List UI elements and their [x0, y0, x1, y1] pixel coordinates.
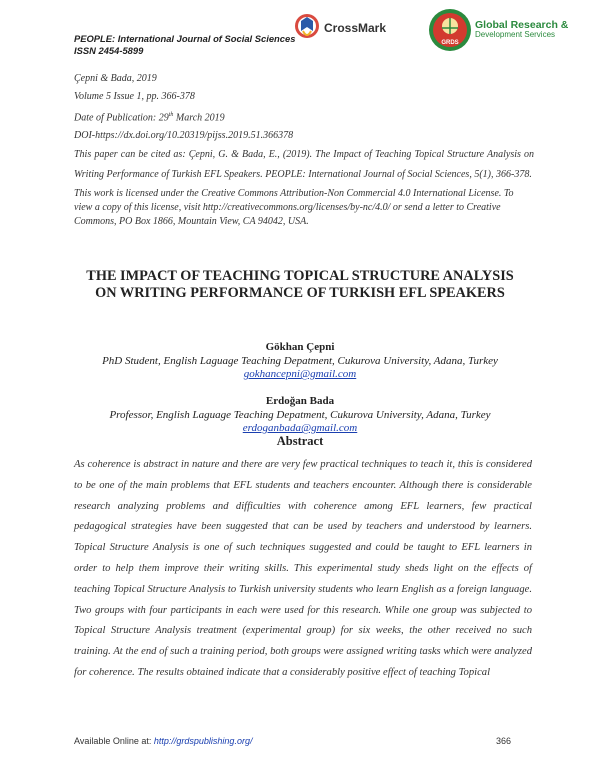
author-email-link[interactable]: gokhancepni@gmail.com: [243, 368, 357, 380]
journal-name: PEOPLE: International Journal of Social Sciences: [74, 33, 296, 44]
publication-date: Date of Publication: 29th March 2019: [74, 112, 225, 124]
svg-text:GRDS: GRDS: [441, 40, 459, 46]
publisher-logo: [428, 8, 568, 52]
article-meta: [74, 70, 534, 229]
author-affiliation: PhD Student, English Laguage Teaching Depatment, Cukurova University, Adana, Turkey: [102, 355, 498, 367]
publisher-subtitle: Development Services: [475, 30, 556, 39]
authors-year: Çepni & Bada, 2019: [74, 73, 157, 84]
abstract-text: As coherence is abstract in nature and there are very few practical techniques to teach it, this is considered to be one of the main problems that EFL students and teachers encounter. Although there is considerable research analyzing problems and difficulties with coherence among EFL learners, few practical pedagogical strategies have been suggested that can be used by teachers and understood by learners. Topical Structure Analysis is one of such techniques suggested and could be taught to EFL learners in order to help them improve their writing skills. This experimental study sheds light on the effects of teaching Topical Structure Analysis to Turkish university students who learn English as a foreign language. Two groups with four participants in each were used for this research. While one group was subjected to Topical Structure Analysis treatment (experimental group) for six weeks, the other received no such training. At the end of such a training period, both groups were assigned writing tasks which were analyzed for coherence. The results obtained indicate that a considerably positive effect of teaching Topical: [74, 459, 532, 678]
author-block: [74, 340, 526, 381]
volume-info: Volume 5 Issue 1, pp. 366-378: [74, 91, 195, 102]
crossmark-label: CrossMark: [324, 21, 387, 35]
journal-issn: ISSN 2454-5899: [74, 45, 144, 56]
paper-title: THE IMPACT OF TEACHING TOPICAL STRUCTURE ANALYSIS ON WRITING PERFORMANCE OF TURKISH EFL SPEAKERS: [86, 268, 514, 301]
doi[interactable]: DOI-https://dx.doi.org/10.20319/pijss.2019.51.366378: [74, 130, 294, 142]
author-block: [74, 394, 526, 435]
author-name: Erdoğan Bada: [265, 395, 335, 407]
grds-seal-icon: [428, 8, 472, 52]
journal-header: [74, 33, 295, 57]
footer-label: Available Online at:: [74, 736, 154, 746]
license-text: This work is licensed under the Creative Commons Attribution-Non Commercial 4.0 International License. To view a copy of this license, visit http://creativecommons.org/licenses/by-nc/4.0/ or send a letter to Creative Commons, PO Box 1866, Mountain View, CA 94042, USA.: [74, 188, 514, 228]
abstract-heading: Abstract: [276, 434, 324, 448]
author-email-link[interactable]: erdoganbada@gmail.com: [242, 422, 358, 434]
footer-availability: [74, 736, 252, 746]
publisher-title: Global Research &: [475, 19, 569, 31]
author-name: Gökhan Çepni: [265, 341, 335, 353]
crossmark-badge[interactable]: [294, 13, 386, 43]
author-affiliation: Professor, English Laguage Teaching Depatment, Cukurova University, Adana, Turkey: [109, 409, 491, 421]
footer-url-link[interactable]: http://grdspublishing.org/: [153, 736, 253, 746]
page-number: 366: [496, 736, 512, 746]
crossmark-icon: [294, 13, 320, 43]
citation-text: This paper can be cited as: Çepni, G. & Bada, E., (2019). The Impact of Teaching Topical Structure Analysis on Writing Performance of Turkish EFL Speakers. PEOPLE: International Journal of Social Sciences, 5(1), 366-378.: [74, 149, 534, 180]
